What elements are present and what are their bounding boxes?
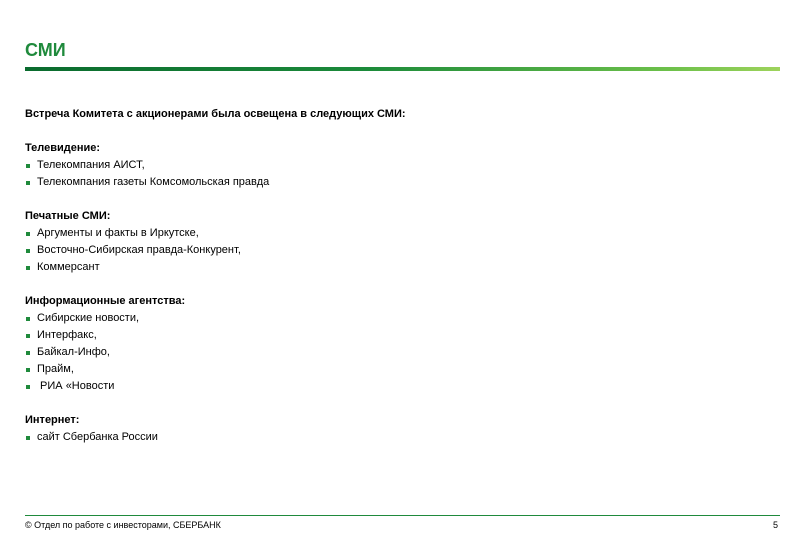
section-print-media (25, 208, 765, 276)
list-item (25, 327, 765, 344)
section-heading: Телевидение: (25, 142, 101, 154)
list-item (25, 157, 765, 174)
section-heading: Информационные агентства: (25, 295, 186, 307)
page-number: 5 (772, 520, 778, 530)
list-item (25, 259, 765, 276)
media-list (25, 429, 765, 446)
bullet-icon (26, 368, 30, 372)
list-item-label: Прайм, (37, 363, 74, 375)
bullet-icon (26, 164, 30, 168)
list-item-label: Байкал-Инфо, (37, 346, 110, 358)
footer-divider (25, 515, 780, 516)
list-item (25, 174, 765, 191)
bullet-icon (26, 436, 30, 440)
media-list (25, 225, 765, 276)
list-item-label: Коммерсант (37, 261, 100, 273)
list-item (25, 429, 765, 446)
section-heading: Печатные СМИ: (25, 210, 111, 222)
title-divider (25, 67, 780, 71)
section-news-agencies (25, 293, 765, 395)
bullet-icon (26, 385, 30, 389)
intro-text: Встреча Комитета с акционерами была освещена в следующих СМИ: (25, 108, 406, 120)
section-internet (25, 412, 765, 446)
footer-copyright: © Отдел по работе с инвесторами, СБЕРБАНК (25, 520, 221, 530)
list-item-label: Интерфакс, (37, 329, 97, 341)
bullet-icon (26, 249, 30, 253)
list-item-label: Телекомпания газеты Комсомольская правда (37, 176, 270, 188)
list-item (25, 344, 765, 361)
list-item-label: Телекомпания АИСТ, (37, 159, 145, 171)
list-item-label: РИА «Новости (37, 380, 115, 392)
bullet-icon (26, 266, 30, 270)
slide-content (25, 106, 765, 463)
list-item (25, 361, 765, 378)
list-item-label: Восточно-Сибирская правда-Конкурент, (37, 244, 241, 256)
page-title: СМИ (25, 40, 66, 60)
section-heading: Интернет: (25, 414, 80, 426)
bullet-icon (26, 181, 30, 185)
media-list (25, 310, 765, 395)
bullet-icon (26, 351, 30, 355)
list-item (25, 378, 765, 395)
list-item (25, 310, 765, 327)
media-list (25, 157, 765, 191)
list-item-label: Сибирские новости, (37, 312, 140, 324)
list-item (25, 225, 765, 242)
bullet-icon (26, 334, 30, 338)
bullet-icon (26, 317, 30, 321)
section-television (25, 140, 765, 191)
list-item-label: сайт Сбербанка России (37, 431, 158, 443)
list-item-label: Аргументы и факты в Иркутске, (37, 227, 199, 239)
bullet-icon (26, 232, 30, 236)
list-item (25, 242, 765, 259)
